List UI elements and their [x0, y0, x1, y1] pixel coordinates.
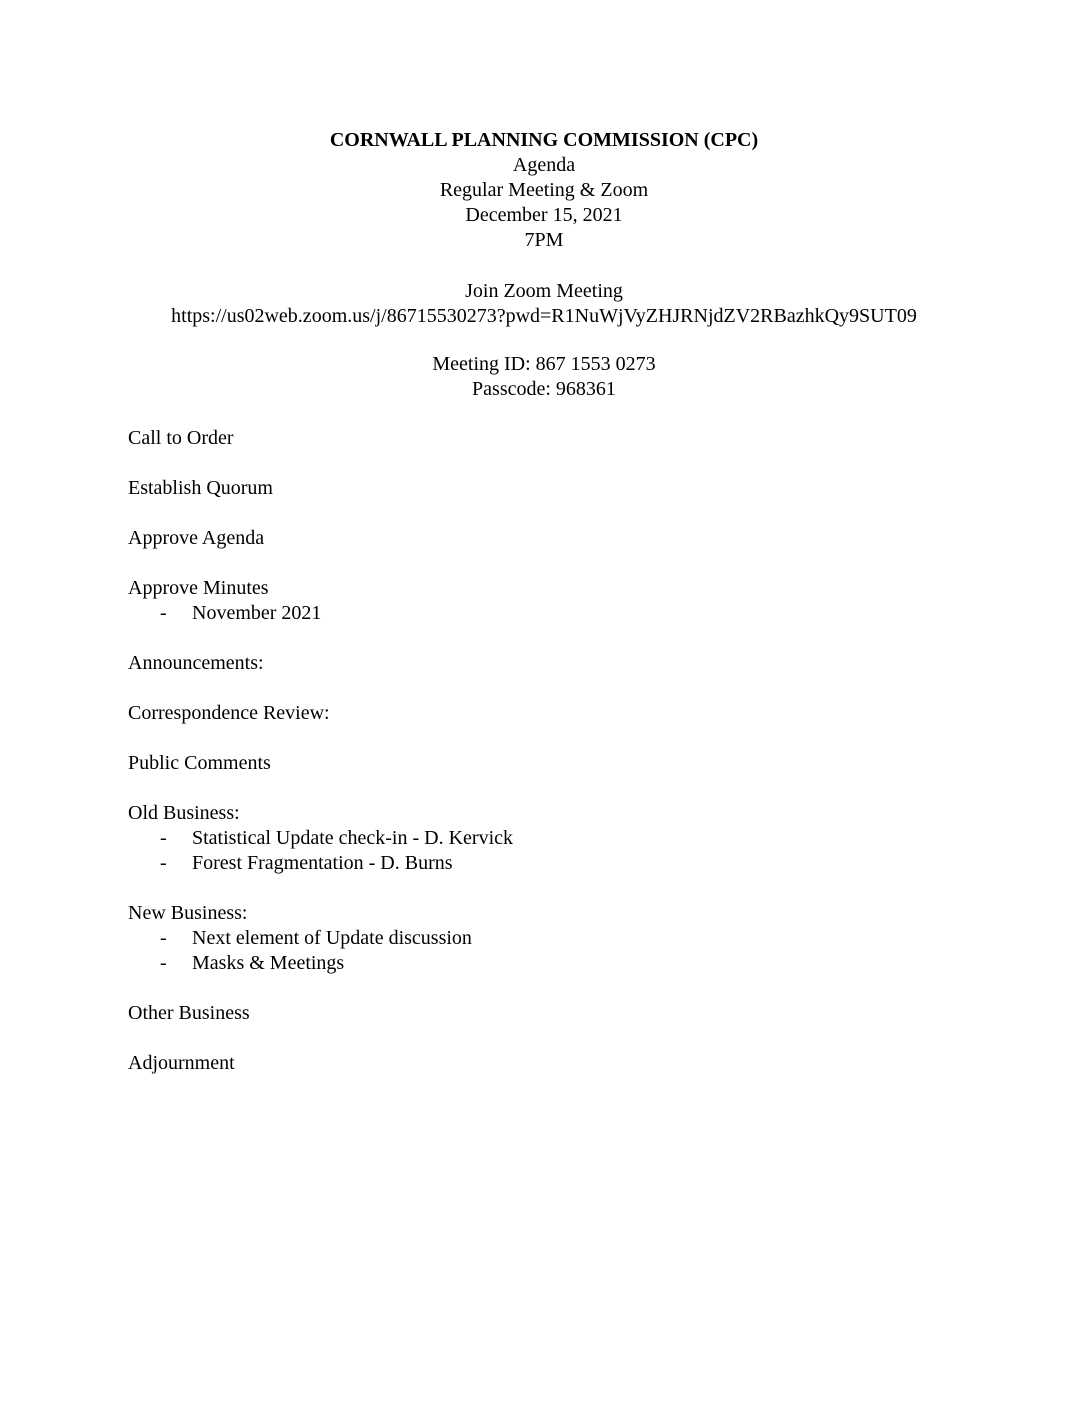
agenda-item-title: Call to Order	[128, 427, 234, 449]
dash-bullet: -	[160, 827, 167, 849]
agenda-item-title: Old Business:	[128, 802, 240, 824]
agenda-item	[128, 1051, 988, 1076]
meeting-id: Meeting ID: 867 1553 0273	[432, 353, 656, 375]
agenda-subitem-list	[128, 926, 988, 976]
agenda-item	[128, 426, 988, 451]
agenda-item	[128, 701, 988, 726]
meeting-type: Regular Meeting & Zoom	[439, 179, 649, 201]
agenda-subitem-text: Statistical Update check-in - D. Kervick	[192, 827, 513, 849]
agenda-subitem-text: November 2021	[192, 602, 322, 624]
agenda-item-title: Correspondence Review:	[128, 702, 330, 724]
document-subtitle: Agenda	[512, 154, 576, 176]
agenda-item-title: Approve Minutes	[128, 577, 269, 599]
meeting-date: December 15, 2021	[465, 204, 623, 226]
dash-bullet: -	[160, 927, 167, 949]
agenda-subitem	[128, 851, 988, 876]
agenda-item-title: Public Comments	[128, 752, 271, 774]
agenda-item-title: Other Business	[128, 1002, 250, 1024]
agenda-subitem	[128, 926, 988, 951]
agenda-item-title: Announcements:	[128, 652, 264, 674]
agenda-subitem-list	[128, 826, 988, 876]
zoom-join-label: Join Zoom Meeting	[465, 280, 623, 302]
zoom-link[interactable]: https://us02web.zoom.us/j/86715530273?pwd=R1NuWjVyZHJRNjdZV2RBazhkQy9SUT09	[171, 305, 917, 327]
agenda-subitem-list	[128, 601, 988, 626]
commission-title: CORNWALL PLANNING COMMISSION (CPC)	[329, 129, 759, 151]
agenda-item	[128, 526, 988, 551]
meeting-time: 7PM	[524, 229, 564, 251]
agenda-subitem	[128, 951, 988, 976]
agenda-item	[128, 801, 988, 876]
agenda-item-title: Approve Agenda	[128, 527, 265, 549]
agenda-subitem-text: Forest Fragmentation - D. Burns	[192, 852, 453, 874]
agenda-item	[128, 901, 988, 976]
agenda-item	[128, 751, 988, 776]
agenda-list	[128, 426, 988, 1101]
dash-bullet: -	[160, 852, 167, 874]
agenda-item	[128, 576, 988, 626]
zoom-info	[0, 279, 1088, 329]
meeting-passcode: Passcode: 968361	[472, 378, 616, 400]
agenda-subitem-text: Masks & Meetings	[192, 952, 345, 974]
agenda-subitem	[128, 601, 988, 626]
dash-bullet: -	[160, 602, 167, 624]
agenda-item-title: Establish Quorum	[128, 477, 273, 499]
agenda-item	[128, 651, 988, 676]
agenda-header	[0, 128, 1088, 253]
agenda-subitem	[128, 826, 988, 851]
agenda-item	[128, 476, 988, 501]
agenda-item	[128, 1001, 988, 1026]
agenda-item-title: Adjournment	[128, 1052, 235, 1074]
meeting-credentials	[0, 352, 1088, 402]
agenda-subitem-text: Next element of Update discussion	[192, 927, 472, 949]
agenda-item-title: New Business:	[128, 902, 248, 924]
dash-bullet: -	[160, 952, 167, 974]
